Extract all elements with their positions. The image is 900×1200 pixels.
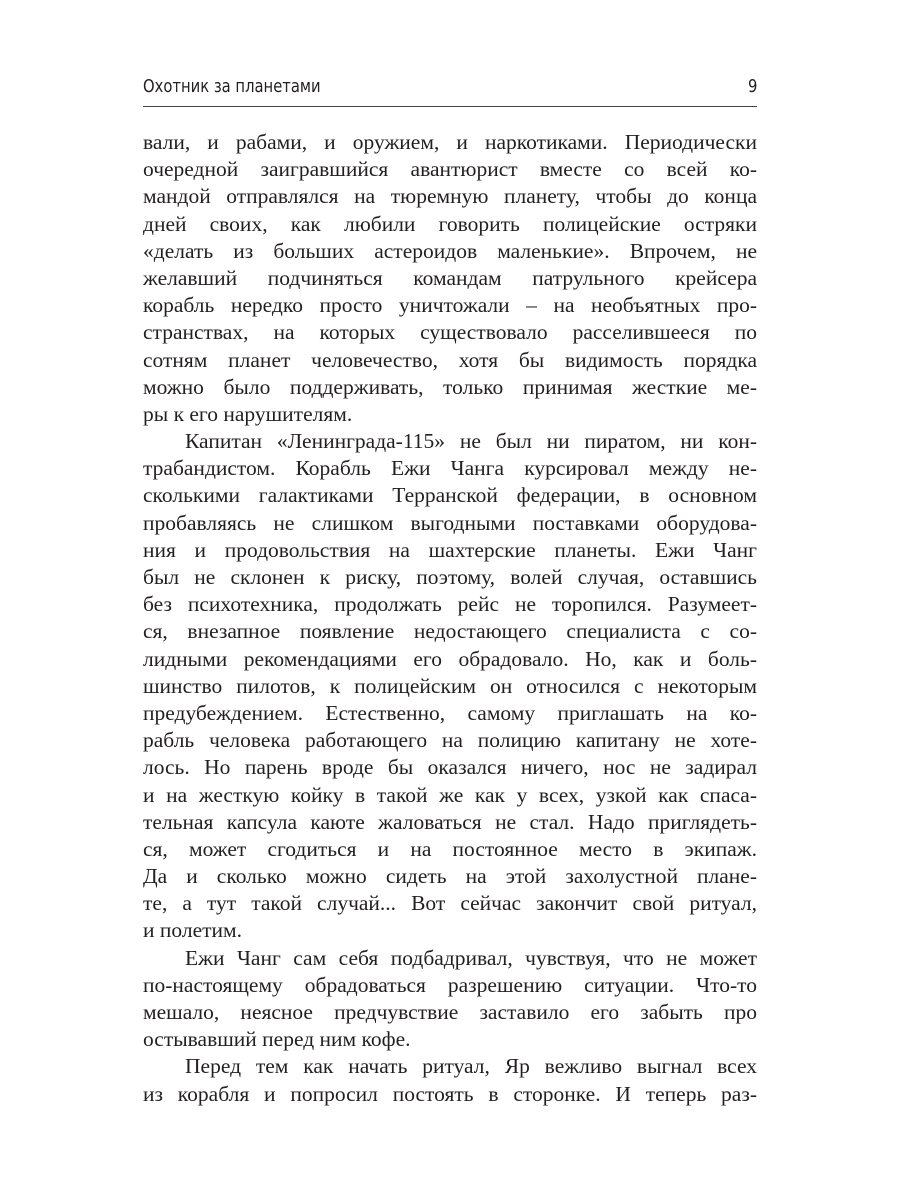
text-line: тельная капсула каюте жаловаться не стал. Надо приглядеть-: [143, 809, 757, 834]
text-line: Да и сколько можно сидеть на этой захолустной плане-: [143, 864, 757, 889]
running-header: [143, 76, 757, 107]
text-line: Ежи Чанг сам себя подбадривал, чувствуя, что не может: [185, 945, 757, 970]
text-line: без психотехника, продолжать рейс не торопился. Разумеет-: [143, 592, 757, 617]
text-line: ся, может сгодиться и на постоянное место в экипаж.: [143, 836, 757, 861]
text-line: вали, и рабами, и оружием, и наркотиками. Периодически: [143, 130, 757, 154]
text-line: желавший подчиняться командам патрульного крейсера: [143, 265, 757, 290]
text-line: был не склонен к риску, поэтому, волей случая, оставшись: [143, 565, 757, 589]
text-line: корабль нередко просто уничтожали – на необъятных про-: [143, 293, 757, 318]
text-line: очередной заигравшийся авантюрист вместе со всей ко-: [143, 157, 757, 182]
text-line: и полетим.: [143, 918, 243, 943]
text-line: сотням планет человечество, хотя бы видимость порядка: [143, 347, 757, 372]
text-line: сколькими галактиками Терранской федерации, в основном: [143, 483, 757, 508]
text-line: рабль человека работающего на полицию капитану не хоте-: [143, 728, 757, 753]
page-body-text: [143, 129, 757, 1108]
text-line: можно было поддерживать, только принимая жесткие ме-: [143, 374, 757, 399]
text-line: шинство пилотов, к полицейским он относился с некоторым: [143, 673, 757, 698]
text-line: ры к его нарушителям.: [143, 401, 353, 426]
text-line: лось. Но парень вроде бы оказался ничего, нос не задирал: [143, 755, 757, 780]
text-line: трабандистом. Корабль Ежи Чанга курсировал между не-: [143, 456, 757, 481]
text-line: лидными рекомендациями его обрадовало. Но, как и боль-: [143, 646, 757, 671]
text-line: «делать из больших астероидов маленькие». Впрочем, не: [143, 238, 757, 263]
text-line: мешало, неясное предчувствие заставило его забыть про: [143, 1000, 757, 1024]
text-line: дней своих, как любили говорить полицейские остряки: [143, 211, 757, 236]
running-title: Охотник за планетами: [143, 76, 321, 97]
text-line: ния и продовольствия на шахтерские планеты. Ежи Чанг: [143, 537, 757, 562]
text-line: Перед тем как начать ритуал, Яр вежливо выгнал всех: [185, 1054, 757, 1079]
text-line: и на жесткую койку в такой же как у всех, узкой как спаса-: [143, 782, 757, 807]
page-number: 9: [747, 76, 757, 97]
text-line: те, а тут такой случай... Вот сейчас закончит свой ритуал,: [143, 891, 757, 916]
text-line: Капитан «Ленинграда-115» не был ни пиратом, ни кон-: [185, 429, 757, 454]
text-line: предубеждением. Естественно, самому приглашать на ко-: [143, 700, 757, 725]
text-line: ся, внезапное появление недостающего специалиста с со-: [143, 619, 757, 644]
text-line: из корабля и попросил постоять в сторонке. И теперь раз-: [143, 1081, 757, 1106]
text-line: пробавляясь не слишком выгодными поставками оборудова-: [143, 510, 757, 535]
text-line: мандой отправлялся на тюремную планету, чтобы до конца: [143, 184, 757, 209]
text-line: остывавший перед ним кофе.: [143, 1027, 411, 1052]
text-line: по-настоящему обрадоваться разрешению ситуации. Что-то: [143, 972, 757, 997]
text-line: странствах, на которых существовало расселившееся по: [143, 320, 757, 345]
